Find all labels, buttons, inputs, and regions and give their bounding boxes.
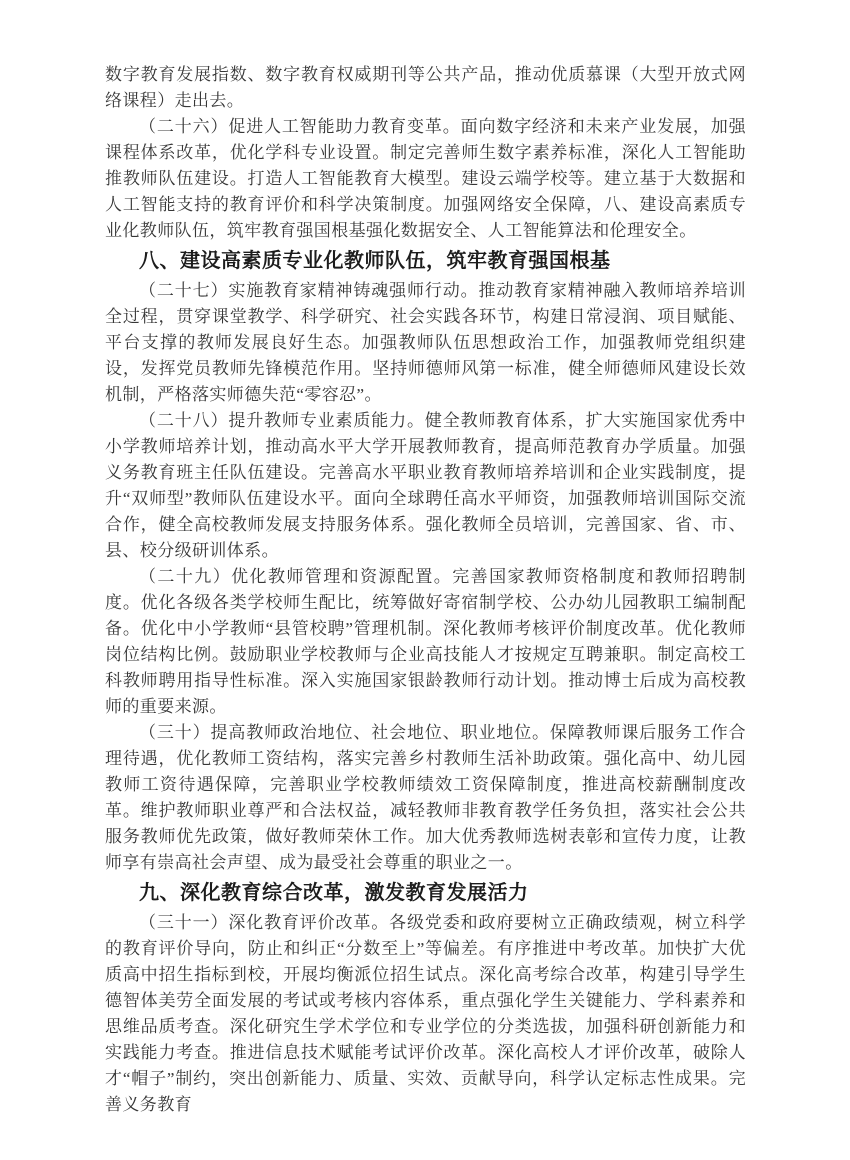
paragraph-31: （三十一）深化教育评价改革。各级党委和政府要树立正确政绩观，树立科学的教育评价导向，防止和纠正“分数至上”等偏差。有序推进中考改革。加快扩大优质高中招生指标到校，开展均衡派位招生试点。深化高考综合改革，构建引导学生德智体美劳全面发展的考试或考核内容体系，重点强化学生关键能力、学科素养和思维品质考查。深化研究生学术学位和专业学位的分类选拔，加强科研创新能力和实践能力考查。推进信息技术赋能考试评价改革。深化高校人才评价改革，破除人才“帽子”制约，突出创新能力、质量、实效、贡献导向，科学认定标志性成果。完善义务教育 [105,913,746,1114]
paragraph-30: （三十）提高教师政治地位、社会地位、职业地位。保障教师课后服务工作合理待遇，优化教师工资结构，落实完善乡村教师生活补助政策。强化高中、幼儿园教师工资待遇保障，完善职业学校教师绩效工资保障制度，推进高校薪酬制度改革。维护教师职业尊严和合法权益，减轻教师非教育教学任务负担，落实社会公共服务教师优先政策，做好教师荣休工作。加大优秀教师选树表彰和宣传力度，让教师享有崇高社会声望、成为最受社会尊重的职业之一。 [105,723,746,872]
section-8-heading: 八、建设高素质专业化教师队伍，筑牢教育强国根基 [139,250,611,272]
document-text-column [105,62,746,1118]
paragraph-29: （二十九）优化教师管理和资源配置。完善国家教师资格制度和教师招聘制度。优化各级各类学校师生配比，统筹做好寄宿制学校、公办幼儿园教职工编制配备。优化中小学教师“县管校聘”管理机制。深化教师考核评价制度改革。优化教师岗位结构比例。鼓励职业学校教师与企业高技能人才按规定互聘兼职。制定高校工科教师聘用指导性标准。深入实施国家银龄教师行动计划。推动博士后成为高校教师的重要来源。 [105,567,746,716]
section-9-heading: 九、深化教育综合改革，激发教育发展活力 [139,882,529,904]
paragraph-continuation: 数字教育发展指数、数字教育权威期刊等公共产品，推动优质慕课（大型开放式网络课程）走出去。 [105,65,746,110]
paragraph-26: （二十六）促进人工智能助力教育变革。面向数字经济和未来产业发展，加强课程体系改革，优化学科专业设置。制定完善师生数字素养标准，深化人工智能助推教师队伍建设。打造人工智能教育大模型。建设云端学校等。建立基于大数据和人工智能支持的教育评价和科学决策制度。加强网络安全保障，八、建设高素质专业化教师队伍，筑牢教育强国根基强化数据安全、人工智能算法和伦理安全。 [105,117,746,240]
paragraph-27: （二十七）实施教育家精神铸魂强师行动。推动教育家精神融入教师培养培训全过程，贯穿课堂教学、科学研究、社会实践各环节，构建日常浸润、项目赋能、平台支撑的教师发展良好生态。加强教师队伍思想政治工作，加强教师党组织建设，发挥党员教师先锋模范作用。坚持师德师风第一标准，健全师德师风建设长效机制，严格落实师德失范“零容忍”。 [105,281,746,404]
paragraph-28: （二十八）提升教师专业素质能力。健全教师教育体系，扩大实施国家优秀中小学教师培养计划，推动高水平大学开展教师教育，提高师范教育办学质量。加强义务教育班主任队伍建设。完善高水平职业教育教师培养培训和企业实践制度，提升“双师型”教师队伍建设水平。面向全球聘任高水平师资，加强教师培训国际交流合作，健全高校教师发展支持服务体系。强化教师全员培训，完善国家、省、市、县、校分级研训体系。 [105,411,746,560]
